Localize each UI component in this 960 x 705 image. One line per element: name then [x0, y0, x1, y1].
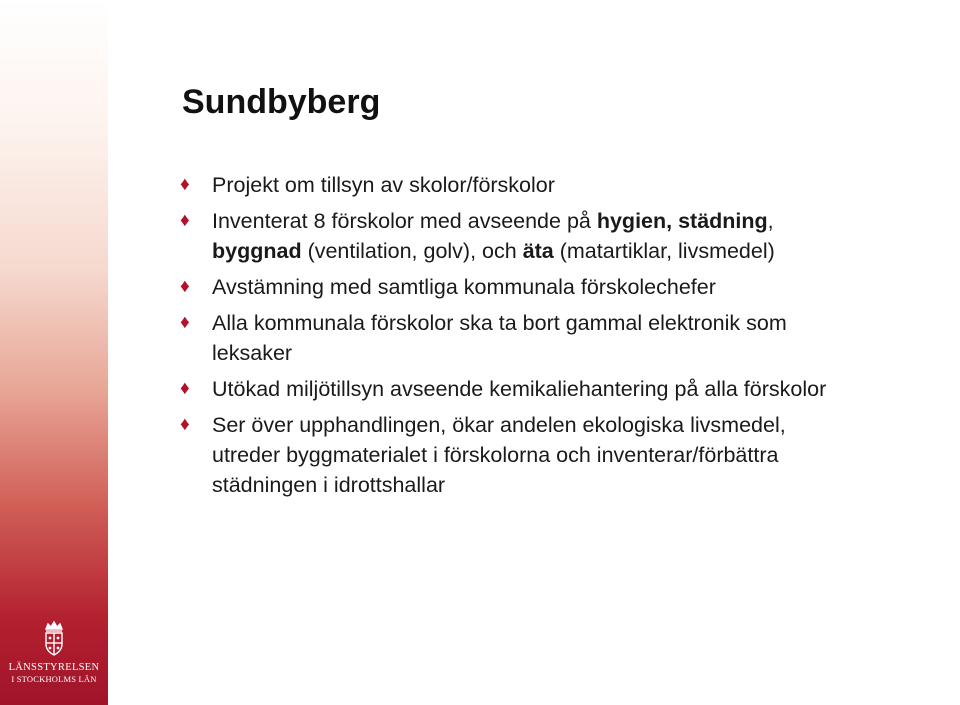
bold-text-segment: äta	[522, 239, 554, 263]
text-segment: städningen i idrottshallar	[212, 473, 446, 497]
text-segment: utreder byggmaterialet i förskolorna och inventerar/förbättra	[212, 443, 779, 467]
bold-text-segment: byggnad	[212, 239, 302, 263]
bullet-text-line	[212, 236, 958, 266]
side-gradient-band	[0, 0, 108, 705]
bullet-item	[182, 410, 958, 500]
logo-text-region: I STOCKHOLMS LÄN	[11, 674, 97, 684]
bullet-text-line	[212, 272, 958, 302]
text-segment: (ventilation, golv), och	[301, 239, 523, 263]
text-segment: leksaker	[212, 341, 293, 365]
bullet-item	[182, 206, 958, 266]
bullet-text-line	[212, 170, 958, 200]
diamond-bullet-icon: ♦	[180, 414, 190, 435]
text-segment: Ser över upphandlingen, ökar andelen ekologiska livsmedel,	[212, 413, 786, 437]
diamond-bullet-icon: ♦	[180, 312, 190, 333]
bullet-text-line	[212, 440, 958, 470]
bullet-item	[182, 374, 958, 404]
lansstyrelsen-logo	[0, 620, 108, 700]
bullet-text-line	[212, 206, 958, 236]
diamond-bullet-icon: ♦	[180, 210, 190, 231]
slide-title: Sundbyberg	[182, 83, 381, 121]
bullet-text-line	[212, 308, 958, 338]
bullet-item	[182, 272, 958, 302]
diamond-bullet-icon: ♦	[180, 276, 190, 297]
bullet-text-line	[212, 410, 958, 440]
bullet-text-line	[212, 338, 958, 368]
text-segment: Avstämning med samtliga kommunala förskolechefer	[212, 275, 716, 299]
text-segment: ,	[767, 209, 774, 233]
bullet-item	[182, 308, 958, 368]
text-segment: Alla kommunala förskolor ska ta bort gammal elektronik som	[212, 311, 787, 335]
diamond-bullet-icon: ♦	[180, 174, 190, 195]
text-segment: Projekt om tillsyn av skolor/förskolor	[212, 173, 555, 197]
text-segment: Utökad miljötillsyn avseende kemikaliehantering på alla förskolor	[212, 377, 827, 401]
bullet-text-line	[212, 470, 958, 500]
text-segment: Inventerat 8 förskolor med avseende på	[212, 209, 597, 233]
bold-text-segment: hygien, städning	[596, 209, 768, 233]
crown-shield-icon	[39, 620, 69, 658]
bullet-list	[182, 170, 958, 506]
bullet-text-line	[212, 374, 958, 404]
diamond-bullet-icon: ♦	[180, 378, 190, 399]
logo-text-agency: LÄNSSTYRELSEN	[8, 662, 100, 673]
text-segment: (matartiklar, livsmedel)	[553, 239, 775, 263]
bullet-item	[182, 170, 958, 200]
